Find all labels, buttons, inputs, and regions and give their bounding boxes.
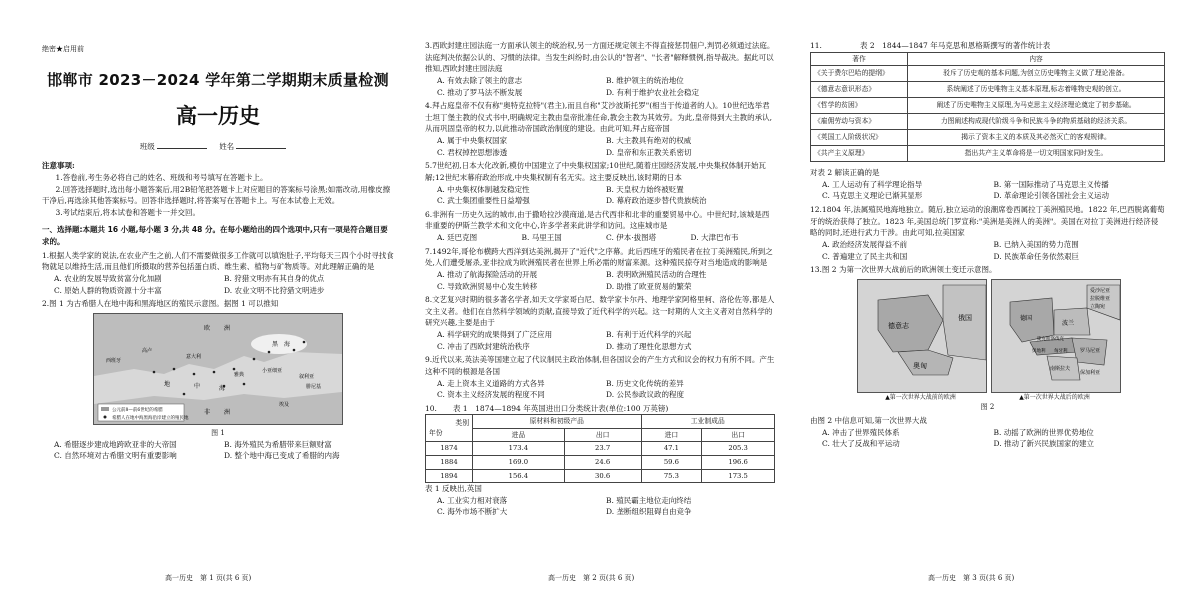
cell: 驳斥了历史观的基本问题,为创立历史唯物主义做了理论准备。 — [908, 66, 1165, 82]
table-row — [811, 146, 1165, 162]
q2-option-d[interactable]: D. 整个地中海已变成了希腊的内海 — [224, 451, 340, 461]
map-legend-1: 公元前8—前6世纪的希腊 — [112, 407, 163, 413]
map-label-hai: 海 — [219, 384, 226, 392]
question-5 — [425, 160, 775, 207]
cell: 1874 — [426, 442, 473, 456]
pre-war-europe-map — [857, 279, 987, 393]
table-1-sub-1: 进品 — [473, 428, 565, 442]
q1-option-a[interactable]: A. 农业的发展导致贫富分化加剧 — [54, 273, 162, 283]
q3-option-d[interactable]: D. 有利于维护农业社会稳定 — [606, 87, 700, 97]
label-yugoslavia: 南斯拉夫 — [1049, 365, 1070, 372]
cell: 59.6 — [641, 455, 702, 469]
q12-option-a[interactable]: A. 政治经济发展得益不前 — [822, 239, 908, 249]
q1-option-b[interactable]: B. 狩猎文明亦有其自身的优点 — [224, 273, 325, 283]
table-row — [811, 82, 1165, 98]
map-label-zhou2: 洲 — [224, 408, 231, 416]
q11-option-b[interactable]: B. 第一国际推动了马克思主义传播 — [993, 179, 1109, 189]
question-11 — [810, 40, 1165, 52]
question-5-stem: 5.7世纪初,日本大化改新,模仿中国建立了中央集权国家;10世纪,随着庄园经济发展,中央集权体制开始瓦解;12世纪末幕府政治形成,中央集权制有名无实。这主要反映出,该时期的日本 — [425, 161, 767, 182]
subject-title: 高一历史 — [176, 104, 260, 129]
q12-option-d[interactable]: D. 民族革命任务依然艰巨 — [993, 251, 1080, 261]
label-bulgaria: 保加利亚 — [1079, 369, 1100, 376]
map-label-black: 黑 — [272, 340, 279, 348]
table-2-title: 表 2 1844—1847 年马克思和恩格斯撰写的著作统计表 — [860, 41, 1051, 50]
question-2 — [42, 298, 394, 310]
table-row — [811, 66, 1165, 82]
label-hungary: 匈牙利 — [1053, 348, 1067, 354]
q6-option-a[interactable]: A. 廷巴克图 — [437, 233, 478, 242]
cell: 205.3 — [702, 442, 775, 456]
question-1-stem: 1.根据人类学家的说法,在农业产生之前,人们不需要做很多工作就可以填饱肚子,平均每天三四个小时寻找食物就足以维持生活,而且他们所摄取的营养包括蛋白质、维生素、植物与矿物质等。对此理解正确的是 — [42, 250, 394, 272]
figure-2-left-caption: ▲第一次世界大战前的欧洲 — [885, 393, 956, 401]
notice-item-3: 3.考试结束后,将本试卷和答题卡一并交回。 — [55, 207, 201, 217]
q9-option-b[interactable]: B. 历史文化传统的差异 — [606, 378, 684, 388]
question-8-stem: 8.文艺复兴时期的很多著名学者,如天文学家哥白尼、数学家卡尔丹、地理学家阿格里柯、洛伦佐等,都是人文主义者。他们在自然科学领域的贡献,直接导致了近代科学的兴起。这一时期的人文主义者对自然科学的研究兴趣,主要是由于 — [425, 295, 775, 328]
table-1-group-1: 原材料和初级产品 — [473, 415, 642, 429]
question-6-stem: 6.非洲有一历史久远的城市,由于撒哈拉沙漠商道,是古代西非和北非的重要贸易中心。中世纪时,该城是西非重要的伊斯兰教学术和文化中心,许多学者来此讲学和访问。这座城市是 — [425, 209, 770, 231]
cell: 系统阐述了历史唯物主义基本原理,标志着唯物史观的创立。 — [908, 82, 1165, 98]
q7-option-a[interactable]: A. 推动了航海探险活动的开展 — [437, 269, 538, 279]
q13-option-c[interactable]: C. 壮大了反战和平运动 — [822, 439, 900, 449]
q7-option-c[interactable]: C. 导致欧洲贸易中心发生转移 — [437, 281, 538, 291]
notice-item-2: 2.回答选择题时,选出每小题答案后,用2B铅笔把答题卡上对应题目的答案标号涂黑;如需改动,用橡皮擦干净后,再选涂其他答案标号。回答非选择题时,将答案写在答题卡上。写在本试卷上无效。 — [42, 184, 391, 206]
q10-option-a[interactable]: A. 工业实力相对衰落 — [437, 495, 508, 505]
map-legend-2: 希腊人在地中海黑海沿岸建立的殖民地 — [112, 415, 189, 421]
q9-option-d[interactable]: D. 公民参政议政的程度 — [606, 390, 685, 400]
figure-2-right — [991, 279, 1119, 402]
label-russia: 俄国 — [957, 313, 972, 322]
cell: 75.3 — [641, 469, 702, 483]
question-13-stem-2: 由图 2 中信息可知,第一次世界大战 — [810, 415, 927, 425]
cell: 1894 — [426, 469, 473, 483]
name-label: 姓名 — [219, 141, 235, 151]
map-label-europe: 欧 — [204, 324, 211, 332]
map-label-sea: 海 — [284, 340, 291, 348]
q13-option-d[interactable]: D. 推动了新兴民族国家的建立 — [993, 439, 1095, 449]
label-latvia: 拉脱维亚 — [1089, 295, 1110, 302]
cell: 173.5 — [702, 469, 775, 483]
question-4-stem: 4.拜占庭皇帝不仅有称"奥特克拉特"(君主),而且自称"艾沙波斯托罗"(相当于传道者的人)。10世纪选举君士坦丁堡主教的仪式书中,明确规定主教由皇帝批准任命,教会主教为其效劳。为此,皇帝得到大主教的承认,从而巩固皇帝的权力,以此推动帝国政治制度的建设。由此可知,拜占庭帝国 — [425, 101, 773, 134]
map-label-asia-minor: 小亚细亚 — [262, 367, 283, 374]
question-3-stem: 3.西欧封建庄园法庭一方面承认领主的统治权,另一方面还规定领主不得直接惩罚佃户,判罚必须通过法庭。法庭判决依据公认的、习惯的法律。当发生纠纷时,由公认的"智者"、"长者"解释惯例,指导裁决。据此可以推知,西欧封建庄园法庭 — [425, 41, 775, 74]
q2-option-c[interactable]: C. 自然环境对古希腊文明有重要影响 — [54, 451, 177, 461]
greek-colonies-map — [94, 314, 342, 424]
footer-page-3: 高一历史 第 3 页(共 6 页) — [928, 574, 1015, 582]
figure-1-map — [93, 313, 343, 425]
q13-option-a[interactable]: A. 冲击了世界殖民体系 — [822, 427, 900, 437]
map-label-di: 地 — [164, 380, 171, 388]
q2-option-a[interactable]: A. 希腊逐步建成地跨欧亚非的大帝国 — [54, 439, 177, 449]
post-war-europe-map — [991, 279, 1121, 393]
cell: 指出共产主义革命将是一切文明国家同时发生。 — [908, 146, 1165, 162]
q1-option-d[interactable]: D. 农业文明不比狩猎文明进步 — [224, 285, 325, 295]
figure-2-right-caption: ▲第一次世界大战后的欧洲 — [1019, 393, 1090, 401]
q8-option-b[interactable]: B. 有利于近代科学的兴起 — [606, 330, 692, 339]
q10-option-d[interactable]: D. 垄断组织阻碍自由竞争 — [606, 507, 692, 517]
cell: 《哲学的贫困》 — [811, 98, 908, 114]
question-6 — [425, 209, 775, 244]
table-1 — [425, 414, 775, 483]
question-7 — [425, 246, 775, 293]
table-row — [426, 442, 775, 456]
cell: 《共产主义原理》 — [811, 146, 908, 162]
figure-2-caption: 图 2 — [980, 403, 995, 412]
question-3 — [425, 40, 775, 98]
q12-option-b[interactable]: B. 已纳入美国的势力范围 — [993, 239, 1079, 249]
footer-page-1: 高一历史 第 1 页(共 6 页) — [165, 574, 252, 582]
question-1 — [42, 250, 394, 297]
label-estonia: 爱沙尼亚 — [1089, 287, 1110, 294]
table-2 — [810, 52, 1165, 163]
cell: 169.0 — [473, 455, 565, 469]
label-poland: 波兰 — [1061, 319, 1074, 327]
table-row — [811, 114, 1165, 130]
map-label-zhong: 中 — [194, 382, 201, 390]
map-label-phoenicia: 腓尼基 — [306, 383, 322, 390]
q11-option-c[interactable]: C. 马克思主义理论已渐其显形 — [822, 191, 923, 201]
q10-number: 10. — [425, 403, 437, 413]
question-9-stem: 9.近代以来,英法美等国建立起了代议制民主政治体制,但各国议会的产生方式和议会的权力有所不同。产生这种不同的根源是各国 — [425, 355, 775, 376]
table-row — [811, 130, 1165, 146]
cell: 24.6 — [564, 455, 641, 469]
q1-option-c[interactable]: C. 原始人群的物质资源十分丰富 — [54, 285, 162, 295]
exam-title: 邯郸市 2023－2024 学年第二学期期末质量检测 — [47, 70, 389, 89]
corner-top: 类别 — [455, 418, 469, 427]
map-label-spain: 西班牙 — [106, 357, 122, 364]
notice-item-1: 1.答卷前,考生务必将自己的姓名、班级和考号填写在答题卡上。 — [55, 172, 268, 182]
q12-option-c[interactable]: C. 普遍建立了民主共和国 — [822, 251, 908, 261]
q4-option-b[interactable]: B. 大主教具有绝对的权威 — [606, 136, 692, 145]
q10-option-b[interactable]: B. 殖民霸主地位走向终结 — [606, 495, 692, 505]
q8-option-d[interactable]: D. 推动了理性化思想方式 — [606, 341, 692, 351]
q11-number: 11. — [810, 41, 822, 50]
table-row — [426, 455, 775, 469]
map-label-gaul: 高卢 — [142, 347, 153, 354]
cell: 23.7 — [564, 442, 641, 456]
map-label-italy: 意大利 — [186, 353, 202, 360]
map-label-athens: 雅典 — [234, 371, 245, 378]
table-2-header-2: 内容 — [908, 52, 1165, 66]
figure-2 — [810, 279, 1165, 402]
q6-option-d[interactable]: D. 大津巴布韦 — [690, 233, 739, 242]
corner-bottom: 年份 — [429, 429, 443, 438]
map-label-syria: 叙利亚 — [299, 373, 315, 380]
figure-1-caption: 图 1 — [211, 428, 225, 437]
q6-option-b[interactable]: B. 马里王国 — [521, 233, 562, 242]
class-label: 班级 — [139, 141, 155, 151]
question-13-stem: 13.图 2 为第一次世界大战前后的欧洲领土变迁示意图。 — [810, 265, 997, 275]
cell: 47.1 — [641, 442, 702, 456]
question-4 — [425, 100, 775, 158]
cell: 1884 — [426, 455, 473, 469]
label-austria: 奥地利 — [1031, 348, 1045, 354]
q7-option-b[interactable]: B. 表明欧洲殖民活动的合理性 — [606, 269, 707, 279]
q9-option-c[interactable]: C. 资本主义经济发展的程度不同 — [437, 390, 545, 400]
q3-option-a[interactable]: A. 有效去除了领主的意志 — [437, 75, 523, 85]
cell: 30.6 — [564, 469, 641, 483]
q9-option-a[interactable]: A. 走上资本主义道路的方式各异 — [437, 378, 545, 388]
question-9 — [425, 354, 775, 401]
secret-label: 绝密★启用前 — [42, 45, 84, 53]
question-10-stem: 表 1 反映出,英国 — [425, 484, 482, 494]
label-czechoslovakia: 捷克斯洛伐克 — [1036, 336, 1064, 342]
map-label-africa: 非 — [204, 408, 211, 416]
q5-option-a[interactable]: A. 中央集权体制越发稳定性 — [437, 184, 530, 194]
table-1-title: 表 1 1874—1894 年英国进出口分类统计表(单位:100 万英镑) — [453, 403, 669, 413]
label-austria-hungary: 奥匈 — [912, 361, 927, 370]
q8-option-c[interactable]: C. 冲击了西欧封建统治秩序 — [437, 341, 530, 351]
column-3 — [810, 38, 1165, 573]
question-2-stem: 2.图 1 为古希腊人在地中海和黑海地区的殖民示意图。据图 1 可以推知 — [42, 299, 279, 309]
q2-option-b[interactable]: B. 海外殖民为希腊带来巨额财富 — [224, 439, 332, 449]
label-lithuania: 立陶宛 — [1089, 303, 1105, 310]
q10-option-c[interactable]: C. 海外市场不断扩大 — [437, 507, 508, 517]
q7-option-d[interactable]: D. 助推了欧亚贸易的繁荣 — [606, 281, 692, 291]
notice-heading: 注意事项: — [42, 161, 75, 171]
name-blank[interactable] — [236, 148, 286, 149]
q4-option-a[interactable]: A. 属于中央集权国家 — [437, 136, 508, 145]
table-1-corner — [426, 415, 473, 442]
cell: 《德意志意识形态》 — [811, 82, 908, 98]
q4-option-c[interactable]: C. 君权掉控思想渗透 — [437, 147, 508, 157]
cell: 173.4 — [473, 442, 565, 456]
question-12-stem: 12.1804 年,法属殖民地海地独立。随后,独立运动的浪潮席卷西属拉丁美洲殖民地。1822 年,巴西脱离葡萄牙的统治获得了独立。1823 年,美国总统门罗宣称:"美洲是美洲人的美洲"。美国在对拉丁美洲进行经济侵略的同时,还进行武力干涉。由此可知,拉美国家 — [810, 205, 1165, 238]
map-label-egypt: 埃及 — [279, 401, 290, 408]
q11-option-a[interactable]: A. 工人运动有了科学理论指导 — [822, 179, 923, 189]
student-info — [42, 141, 394, 153]
label-germany-old: 德意志 — [887, 321, 909, 330]
table-2-header-1: 著作 — [811, 52, 908, 66]
q13-option-b[interactable]: B. 动摇了欧洲的世界优势地位 — [993, 427, 1094, 437]
cell: 《雇佣劳动与资本》 — [811, 114, 908, 130]
column-1 — [42, 38, 394, 573]
q5-option-c[interactable]: C. 武士集团重要性日益增强 — [437, 196, 530, 206]
map-label-zhou: 洲 — [224, 324, 231, 332]
cell: 揭示了资本主义的本质及其必然灭亡的客观规律。 — [908, 130, 1165, 146]
figure-2-left — [857, 279, 985, 402]
question-11-stem: 对表 2 解读正确的是 — [810, 168, 880, 178]
table-1-sub-4: 出口 — [702, 428, 775, 442]
table-1-sub-2: 出口 — [564, 428, 641, 442]
cell: 《关于费尔巴哈的提纲》 — [811, 66, 908, 82]
q3-option-b[interactable]: B. 维护领主的统治地位 — [606, 75, 684, 85]
table-1-group-2: 工业制成品 — [641, 415, 774, 429]
cell: 阐述了历史唯物主义原理,为马克思主义经济理论奠定了初步基础。 — [908, 98, 1165, 114]
question-7-stem: 7.1492年,哥伦布横跨大西洋到达美洲,揭开了"近代"之序幕。此后西班牙的殖民者在拉丁美洲殖民,所到之处,人们遭受屠杀,亚非拉成为欧洲殖民者在世界上所必需的财富来源。这种殖民掠夺对当地造成的影响是 — [425, 246, 773, 268]
label-romania: 罗马尼亚 — [1079, 347, 1100, 354]
cell: 196.6 — [702, 455, 775, 469]
table-row — [426, 469, 775, 483]
section-heading: 一、选择题:本题共 16 小题,每小题 3 分,共 48 分。在每小题给出的四个选项中,只有一项是符合题目要求的。 — [42, 225, 388, 247]
cell: 《英国工人阶级状况》 — [811, 130, 908, 146]
cell: 156.4 — [473, 469, 565, 483]
label-germany-new: 德国 — [1019, 314, 1032, 322]
question-10 — [425, 403, 775, 415]
table-1-sub-3: 进口 — [641, 428, 702, 442]
column-2 — [425, 38, 775, 573]
q11-option-d[interactable]: D. 革命理论引领各国社会主义运动 — [993, 191, 1110, 201]
q6-option-c[interactable]: C. 伊本·拔图塔 — [606, 233, 657, 242]
q3-option-c[interactable]: C. 推动了罗马法不断发展 — [437, 87, 523, 97]
class-blank[interactable] — [157, 148, 207, 149]
q5-option-d[interactable]: D. 幕府政治逐步替代贵族统治 — [606, 196, 707, 206]
q5-option-b[interactable]: B. 天皇权力始终被贬置 — [606, 184, 684, 194]
table-row — [811, 98, 1165, 114]
q8-option-a[interactable]: A. 科学研究的成果得到了广泛应用 — [437, 330, 553, 339]
cell: 力图阐述构成现代阶级斗争和民族斗争的物质基础的经济关系。 — [908, 114, 1165, 130]
question-8 — [425, 294, 775, 352]
footer-page-2: 高一历史 第 2 页(共 6 页) — [548, 574, 635, 582]
q4-option-d[interactable]: D. 皇帝和东正教关系密切 — [606, 147, 692, 157]
